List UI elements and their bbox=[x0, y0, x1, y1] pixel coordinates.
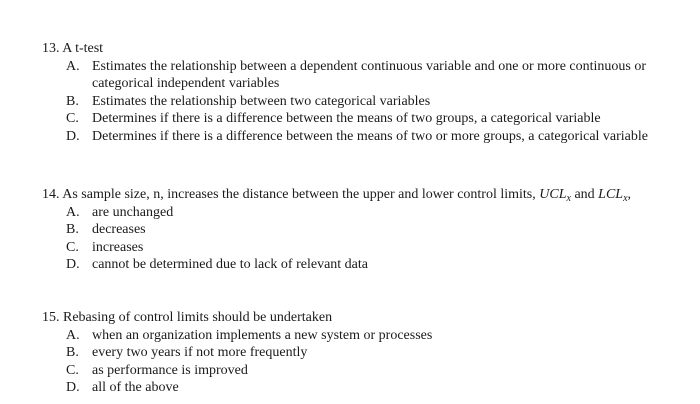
question-text: A t-test bbox=[62, 41, 104, 56]
option-c[interactable] bbox=[0, 239, 700, 257]
option-text: every two years if not more frequently bbox=[92, 345, 308, 360]
option-letter: B. bbox=[66, 93, 79, 109]
option-letter: B. bbox=[66, 345, 79, 360]
option-a[interactable] bbox=[0, 58, 700, 93]
option-text: when an organization implements a new system or processes bbox=[92, 327, 433, 343]
question-stem bbox=[0, 40, 700, 58]
option-a[interactable] bbox=[0, 204, 700, 222]
option-text: as performance is improved bbox=[92, 362, 248, 378]
ucl-subscript: x bbox=[566, 193, 571, 204]
option-letter: D. bbox=[66, 380, 80, 395]
option-letter: D. bbox=[66, 257, 80, 272]
option-b[interactable] bbox=[0, 93, 700, 111]
option-list bbox=[0, 58, 700, 146]
question-15 bbox=[0, 309, 700, 397]
question-text-end: , bbox=[627, 187, 632, 202]
question-13 bbox=[0, 40, 700, 145]
option-letter: A. bbox=[66, 58, 80, 74]
option-text: Determines if there is a difference between the means of two groups, a categorical variable bbox=[92, 111, 601, 126]
question-number: 15. bbox=[42, 310, 60, 325]
ucl-label: UCL bbox=[539, 187, 567, 202]
option-letter: C. bbox=[66, 239, 79, 255]
option-letter: B. bbox=[66, 222, 79, 237]
option-letter: C. bbox=[66, 362, 79, 378]
option-c[interactable] bbox=[0, 362, 700, 380]
option-text: decreases bbox=[92, 222, 146, 237]
option-text: all of the above bbox=[92, 380, 179, 395]
option-text: cannot be determined due to lack of relevant data bbox=[92, 257, 368, 272]
question-stem bbox=[0, 309, 700, 327]
question-14 bbox=[0, 186, 700, 274]
option-letter: A. bbox=[66, 327, 80, 343]
option-letter: A. bbox=[66, 204, 80, 220]
option-c[interactable] bbox=[0, 110, 700, 128]
option-a[interactable] bbox=[0, 327, 700, 345]
option-list bbox=[0, 327, 700, 397]
option-d[interactable] bbox=[0, 128, 700, 146]
option-list bbox=[0, 204, 700, 274]
option-text: are unchanged bbox=[92, 204, 174, 220]
option-text: Determines if there is a difference between the means of two or more groups, a categorical variable bbox=[92, 128, 649, 144]
question-number: 13. bbox=[42, 41, 60, 56]
option-d[interactable] bbox=[0, 379, 700, 397]
question-text-mid: and bbox=[574, 187, 595, 202]
option-letter: D. bbox=[66, 128, 80, 144]
option-text: Estimates the relationship between two categorical variables bbox=[92, 93, 431, 109]
option-b[interactable] bbox=[0, 344, 700, 362]
lcl-symbol bbox=[598, 187, 627, 202]
lcl-subscript: x bbox=[623, 193, 628, 204]
option-text: increases bbox=[92, 239, 144, 255]
question-text: As sample size, n, increases the distance between the upper and lower control limits, bbox=[62, 187, 536, 202]
option-letter: C. bbox=[66, 111, 79, 126]
question-number: 14. bbox=[42, 187, 60, 202]
question-stem bbox=[0, 186, 700, 204]
ucl-symbol bbox=[539, 187, 571, 202]
option-d[interactable] bbox=[0, 256, 700, 274]
question-text: Rebasing of control limits should be undertaken bbox=[63, 310, 333, 325]
option-b[interactable] bbox=[0, 221, 700, 239]
lcl-label: LCL bbox=[598, 187, 624, 202]
option-text: Estimates the relationship between a dependent continuous variable and one or more continuous or categorical independent variables bbox=[92, 58, 647, 91]
